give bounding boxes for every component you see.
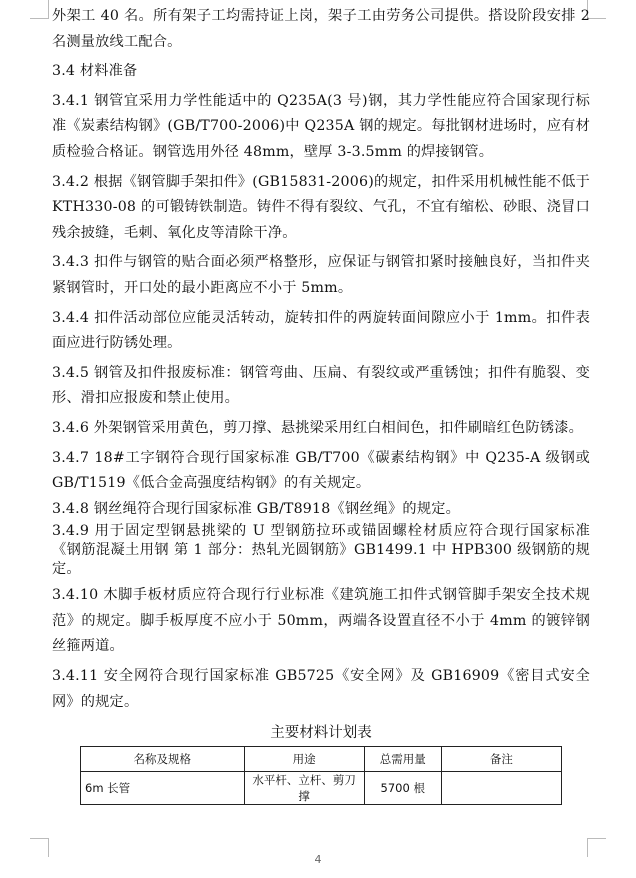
- section-heading-material-prep: 3.4 材料准备: [52, 63, 138, 80]
- paragraph-3-4-9: 3.4.9 用于固定型钢悬挑梁的 U 型钢筋拉环或锚固螺栓材质应符合现行国家标准《钢筋混凝土用钢 第 1 部分：热轧光圆钢筋》GB1499.1 中 HPB300 级钢筋的规定。: [52, 523, 590, 578]
- paragraph-3-4-7: 3.4.7 18#工字钢符合现行国家标准 GB/T700《碳素结构钢》中 Q235-A 级钢或 GB/T1519《低合金高强度结构钢》的有关规定。: [52, 449, 590, 492]
- cell-name-spec: 6m 长管: [81, 772, 245, 805]
- document-body: [52, 4, 590, 805]
- paragraph-staffing: 外架工 40 名。所有架子工均需持证上岗，架子工由劳务公司提供。搭设阶段安排 2 名测量放线工配合。: [52, 8, 590, 50]
- cell-remarks: [441, 772, 561, 805]
- header-total-quantity: 总需用量: [364, 747, 441, 772]
- crop-mark-top-left: [30, 0, 49, 19]
- header-remarks: 备注: [441, 747, 561, 772]
- table-header-row: [81, 747, 562, 772]
- paragraph-3-4-11: 3.4.11 安全网符合现行国家标准 GB5725《安全网》及 GB16909《密目式安全网》的规定。: [52, 668, 590, 710]
- paragraph-3-4-1: 3.4.1 钢管宜采用力学性能适中的 Q235A(3 号)钢，其力学性能应符合国家现行标准《炭素结构钢》(GB/T700-2006)中 Q235A 钢的规定。每批钢材进场时，应有材质检验合格证。钢管选用外径 48mm，壁厚 3-3.5mm 的焊接钢管。: [52, 92, 590, 160]
- paragraph-3-4-5: 3.4.5 钢管及扣件报废标准：钢管弯曲、压扁、有裂纹或严重锈蚀；扣件有脆裂、变形、滑扣应报废和禁止使用。: [52, 364, 590, 407]
- page-number: 4: [314, 853, 322, 866]
- paragraph-3-4-2: 3.4.2 根据《钢管脚手架扣件》(GB15831-2006)的规定，扣件采用机械性能不低于 KTH330-08 的可锻铸铁制造。铸件不得有裂纹、气孔，不宜有缩松、砂眼、浇冒口残余披缝，毛刺、氧化皮等清除干净。: [52, 173, 590, 241]
- paragraph-3-4-8: 3.4.8 钢丝绳符合现行国家标准 GB/T8918《钢丝绳》的规定。: [52, 500, 460, 517]
- header-usage: 用途: [244, 747, 364, 772]
- material-plan-table: [80, 746, 562, 805]
- paragraph-3-4-10: 3.4.10 木脚手板材质应符合现行行业标准《建筑施工扣件式钢管脚手架安全技术规范》的规定。脚手板厚度不应小于 50mm，两端各设置直径不小于 4mm 的镀锌钢丝箍两道。: [52, 587, 590, 655]
- table-row: [81, 772, 562, 805]
- cell-usage: 水平杆、立杆、剪刀撑: [244, 772, 364, 805]
- header-name-spec: 名称及规格: [81, 747, 245, 772]
- table-title: 主要材料计划表: [270, 725, 372, 742]
- cell-total-quantity: 5700 根: [364, 772, 441, 805]
- paragraph-3-4-4: 3.4.4 扣件活动部位应能灵活转动，旋转扣件的两旋转面间隙应小于 1mm。扣件表面应进行防锈处理。: [52, 309, 590, 352]
- paragraph-3-4-3: 3.4.3 扣件与钢管的贴合面必须严格整形，应保证与钢管扣紧时接触良好，当扣件夹紧钢管时，开口处的最小距离应不小于 5mm。: [52, 254, 590, 296]
- paragraph-3-4-6: 3.4.6 外架钢管采用黄色，剪刀撑、悬挑梁采用红白相间色，扣件刷暗红色防锈漆。: [52, 419, 583, 436]
